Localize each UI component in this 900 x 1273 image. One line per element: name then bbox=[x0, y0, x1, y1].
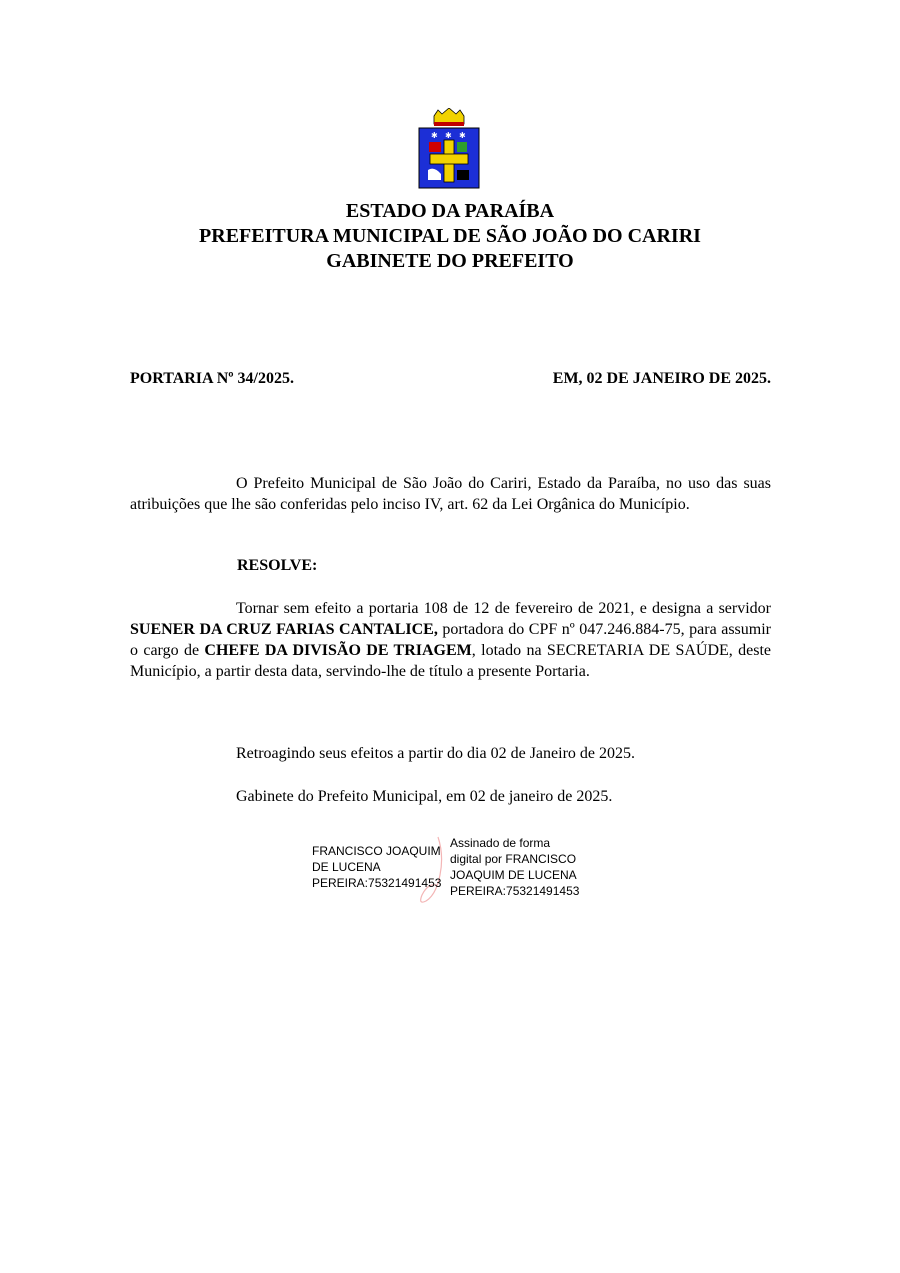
svg-text:✱: ✱ bbox=[431, 131, 438, 140]
header-municipality: PREFEITURA MUNICIPAL DE SÃO JOÃO DO CARIRI bbox=[199, 225, 701, 247]
svg-text:✱: ✱ bbox=[459, 131, 466, 140]
retroactive-paragraph: Retroagindo seus efeitos a partir do dia 02 de Janeiro de 2025. bbox=[236, 745, 635, 762]
intro-paragraph: O Prefeito Municipal de São João do Cariri, Estado da Paraíba, no uso das suas atribuições que lhe são conferidas pelo inciso IV, art. 62 da Lei Orgânica do Município. bbox=[130, 475, 771, 513]
document-header bbox=[0, 199, 900, 274]
resolution-text-3: , lotado na SECRETARIA DE SAÚDE, deste Município, a partir desta data, servindo-lhe de título a presente Portaria. bbox=[130, 642, 772, 680]
closing-paragraph: Gabinete do Prefeito Municipal, em 02 de janeiro de 2025. bbox=[236, 788, 613, 805]
portaria-date: EM, 02 DE JANEIRO DE 2025. bbox=[552, 370, 771, 387]
digital-signature-block bbox=[312, 835, 592, 905]
coat-of-arms-icon bbox=[414, 108, 484, 194]
servant-name: SUENER DA CRUZ FARIAS CANTALICE, bbox=[130, 621, 438, 638]
header-office: GABINETE DO PREFEITO bbox=[326, 250, 574, 272]
resolution-paragraph bbox=[130, 598, 771, 682]
signer-name: FRANCISCO JOAQUIM DE LUCENA PEREIRA:75321491453 bbox=[312, 844, 442, 890]
svg-text:✱: ✱ bbox=[445, 131, 452, 140]
position-title: CHEFE DA DIVISÃO DE TRIAGEM bbox=[204, 642, 472, 659]
header-state: ESTADO DA PARAÍBA bbox=[345, 200, 555, 222]
resolve-heading: RESOLVE: bbox=[237, 557, 318, 574]
portaria-number: PORTARIA Nº 34/2025. bbox=[130, 370, 294, 387]
resolution-text-2: portadora do CPF nº 047.246.884-75, para assumir o cargo de bbox=[130, 621, 771, 659]
resolution-text-1: Tornar sem efeito a portaria 108 de 12 de fevereiro de 2021, e designa a servidor bbox=[236, 600, 771, 617]
signature-details: Assinado de forma digital por FRANCISCO JOAQUIM DE LUCENA PEREIRA:75321491453 bbox=[450, 836, 580, 898]
